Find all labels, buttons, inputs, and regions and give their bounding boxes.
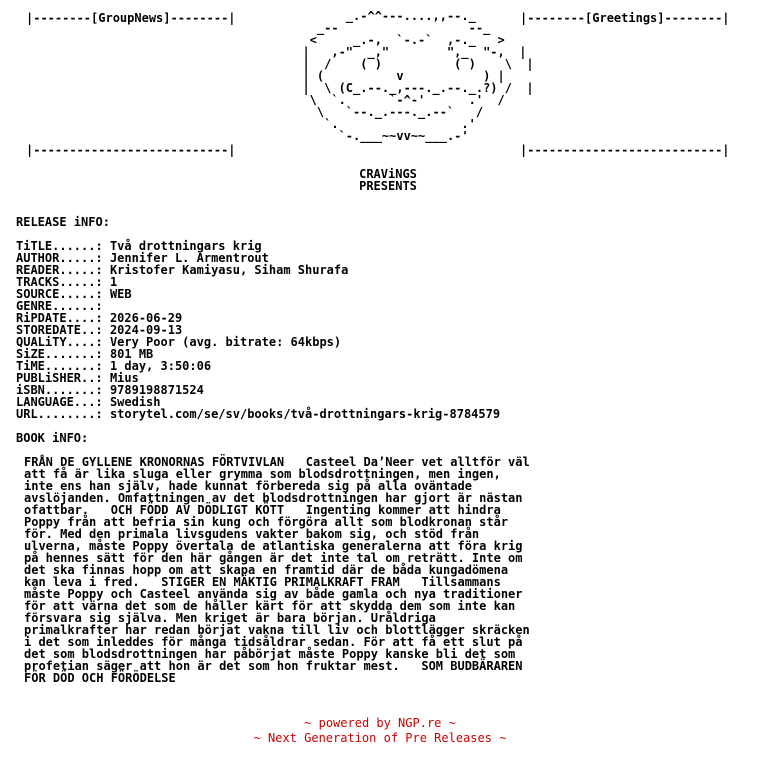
description-line: profetian säger att hon är det som hon fruktar mest. SOM BUDBÄRAREN bbox=[24, 659, 523, 673]
crew-signature bbox=[16, 168, 760, 192]
description-line: det ska finnas hopp om att skapa en framtid där de båda kungadömena bbox=[24, 563, 509, 577]
footer bbox=[0, 716, 760, 746]
field-value: 801 MB bbox=[109, 347, 154, 361]
description-line: ofattbar. OCH FÖDD AV DÖDLIGT KÖTT Ingenting kommer att hindra bbox=[24, 503, 501, 517]
field-value: Jennifer L. Armentrout bbox=[109, 251, 269, 265]
crew-name: CRAViNGS bbox=[359, 167, 417, 181]
description-line: måste Poppy och Casteel använda sig av både gamla och nya traditioner bbox=[24, 587, 523, 601]
ascii-art-face: _.-^^---....,,--._ _-- --_ < _.-, `-.-` ,-._ > | ,-" _," ",_ "-, | | / ( ) ( ) \ | | ( v ) | | \ (C_.--._,---._.--._.?) / | \ `. `-^-' .' / \ `--._.---._.--` / `. .' `-.___~~vv~~___.-' bbox=[302, 9, 534, 143]
description-line: primalkrafter har redan börjat vakna till liv och blottlägger skräcken bbox=[24, 623, 530, 637]
powered-by-line: ~ powered by NGP.re ~ bbox=[304, 716, 456, 730]
field-label: AUTHOR.....: bbox=[16, 251, 103, 265]
field-value: Två drottningars krig bbox=[109, 239, 262, 253]
field-value: 9789198871524 bbox=[109, 383, 204, 397]
field-label: iSBN.......: bbox=[16, 383, 103, 397]
field-value: 2024-09-13 bbox=[109, 323, 183, 337]
field-value: Mius bbox=[109, 371, 139, 385]
description-line: i det som inleddes för många tidsåldrar sedan. För att få ett slut på bbox=[24, 635, 523, 649]
release-info-list bbox=[16, 240, 500, 420]
description-line: Poppy från att befria sin kung och förgöra allt som blodkronan står bbox=[24, 515, 509, 529]
field-value: Very Poor (avg. bitrate: 64kbps) bbox=[109, 335, 342, 349]
field-value: Kristofer Kamiyasu, Siham Shurafa bbox=[109, 263, 349, 277]
description-line: kan leva i fred. STIGER EN MÄKTIG PRIMALKRAFT FRAM Tillsammans bbox=[24, 575, 501, 589]
description-line: försvara sig själva. Men kriget är bara början. Uråldriga bbox=[24, 611, 436, 625]
field-label: TiME.......: bbox=[16, 359, 103, 373]
release-info-heading: RELEASE iNFO: bbox=[16, 215, 110, 229]
field-value: WEB bbox=[109, 287, 132, 301]
release-info-row bbox=[16, 408, 500, 420]
book-info-heading: BOOK iNFO: bbox=[16, 431, 89, 445]
book-description bbox=[24, 456, 624, 684]
description-line: på hennes sätt för den här gången är det inte tal om reträtt. Inte om bbox=[24, 551, 523, 565]
description-line: FÖR DÖD OCH FÖRÖDELSE bbox=[24, 671, 176, 685]
description-line: ulverna, måste Poppy övertala de atlantiska generalerna att föra krig bbox=[24, 539, 523, 553]
groupnews-bottom-bar: |---------------------------| bbox=[26, 143, 236, 157]
crew-presents: PRESENTS bbox=[359, 179, 417, 193]
field-value: 1 day, 3:50:06 bbox=[109, 359, 212, 373]
field-label: STOREDATE..: bbox=[16, 323, 103, 337]
field-value: Swedish bbox=[109, 395, 161, 409]
field-value: 1 bbox=[109, 275, 118, 289]
field-label: PUBLiSHER..: bbox=[16, 371, 103, 385]
field-label: SiZE.......: bbox=[16, 347, 103, 361]
field-label: GENRE......: bbox=[16, 299, 103, 313]
field-label: LANGUAGE...: bbox=[16, 395, 103, 409]
greetings-bottom-bar: |---------------------------| bbox=[520, 143, 730, 157]
description-line: inte ens han själv, hade kunnat förbereda sig på alla oväntade bbox=[24, 479, 472, 493]
field-label: TRACKS.....: bbox=[16, 275, 103, 289]
description-line: för. Med den primala livsgudens vakter bakom sig, och stöd från bbox=[24, 527, 480, 541]
field-label: URL........: bbox=[16, 407, 103, 421]
field-label: TiTLE......: bbox=[16, 239, 103, 253]
description-line: för att värna det som de håller kärt för att skydda dem som inte kan bbox=[24, 599, 516, 613]
field-label: RiPDATE....: bbox=[16, 311, 103, 325]
description-line: avslöjanden. Omfattningen av det blodsdrottningen har gjort är nästan bbox=[24, 491, 523, 505]
field-value: storytel.com/se/sv/books/två-drottningars-krig-8784579 bbox=[109, 407, 501, 421]
footer-tagline: ~ Next Generation of Pre Releases ~ bbox=[253, 731, 507, 745]
nfo-header bbox=[16, 10, 760, 194]
field-label: READER.....: bbox=[16, 263, 103, 277]
description-line: det som blodsdrottningen har påbörjat måste Poppy kanske bli det som bbox=[24, 647, 516, 661]
field-label: QUALiTY....: bbox=[16, 335, 103, 349]
description-line: FRÅN DE GYLLENE KRONORNAS FÖRTVIVLAN Casteel Da’Neer vet alltför väl bbox=[24, 455, 530, 469]
field-label: SOURCE.....: bbox=[16, 287, 103, 301]
groupnews-title-bar: |--------[GroupNews]--------| bbox=[26, 11, 236, 25]
field-value: 2026-06-29 bbox=[109, 311, 183, 325]
description-line: att få är lika sluga eller grymma som blodsdrottningen, men ingen, bbox=[24, 467, 501, 481]
greetings-title-bar: |--------[Greetings]--------| bbox=[520, 11, 730, 25]
